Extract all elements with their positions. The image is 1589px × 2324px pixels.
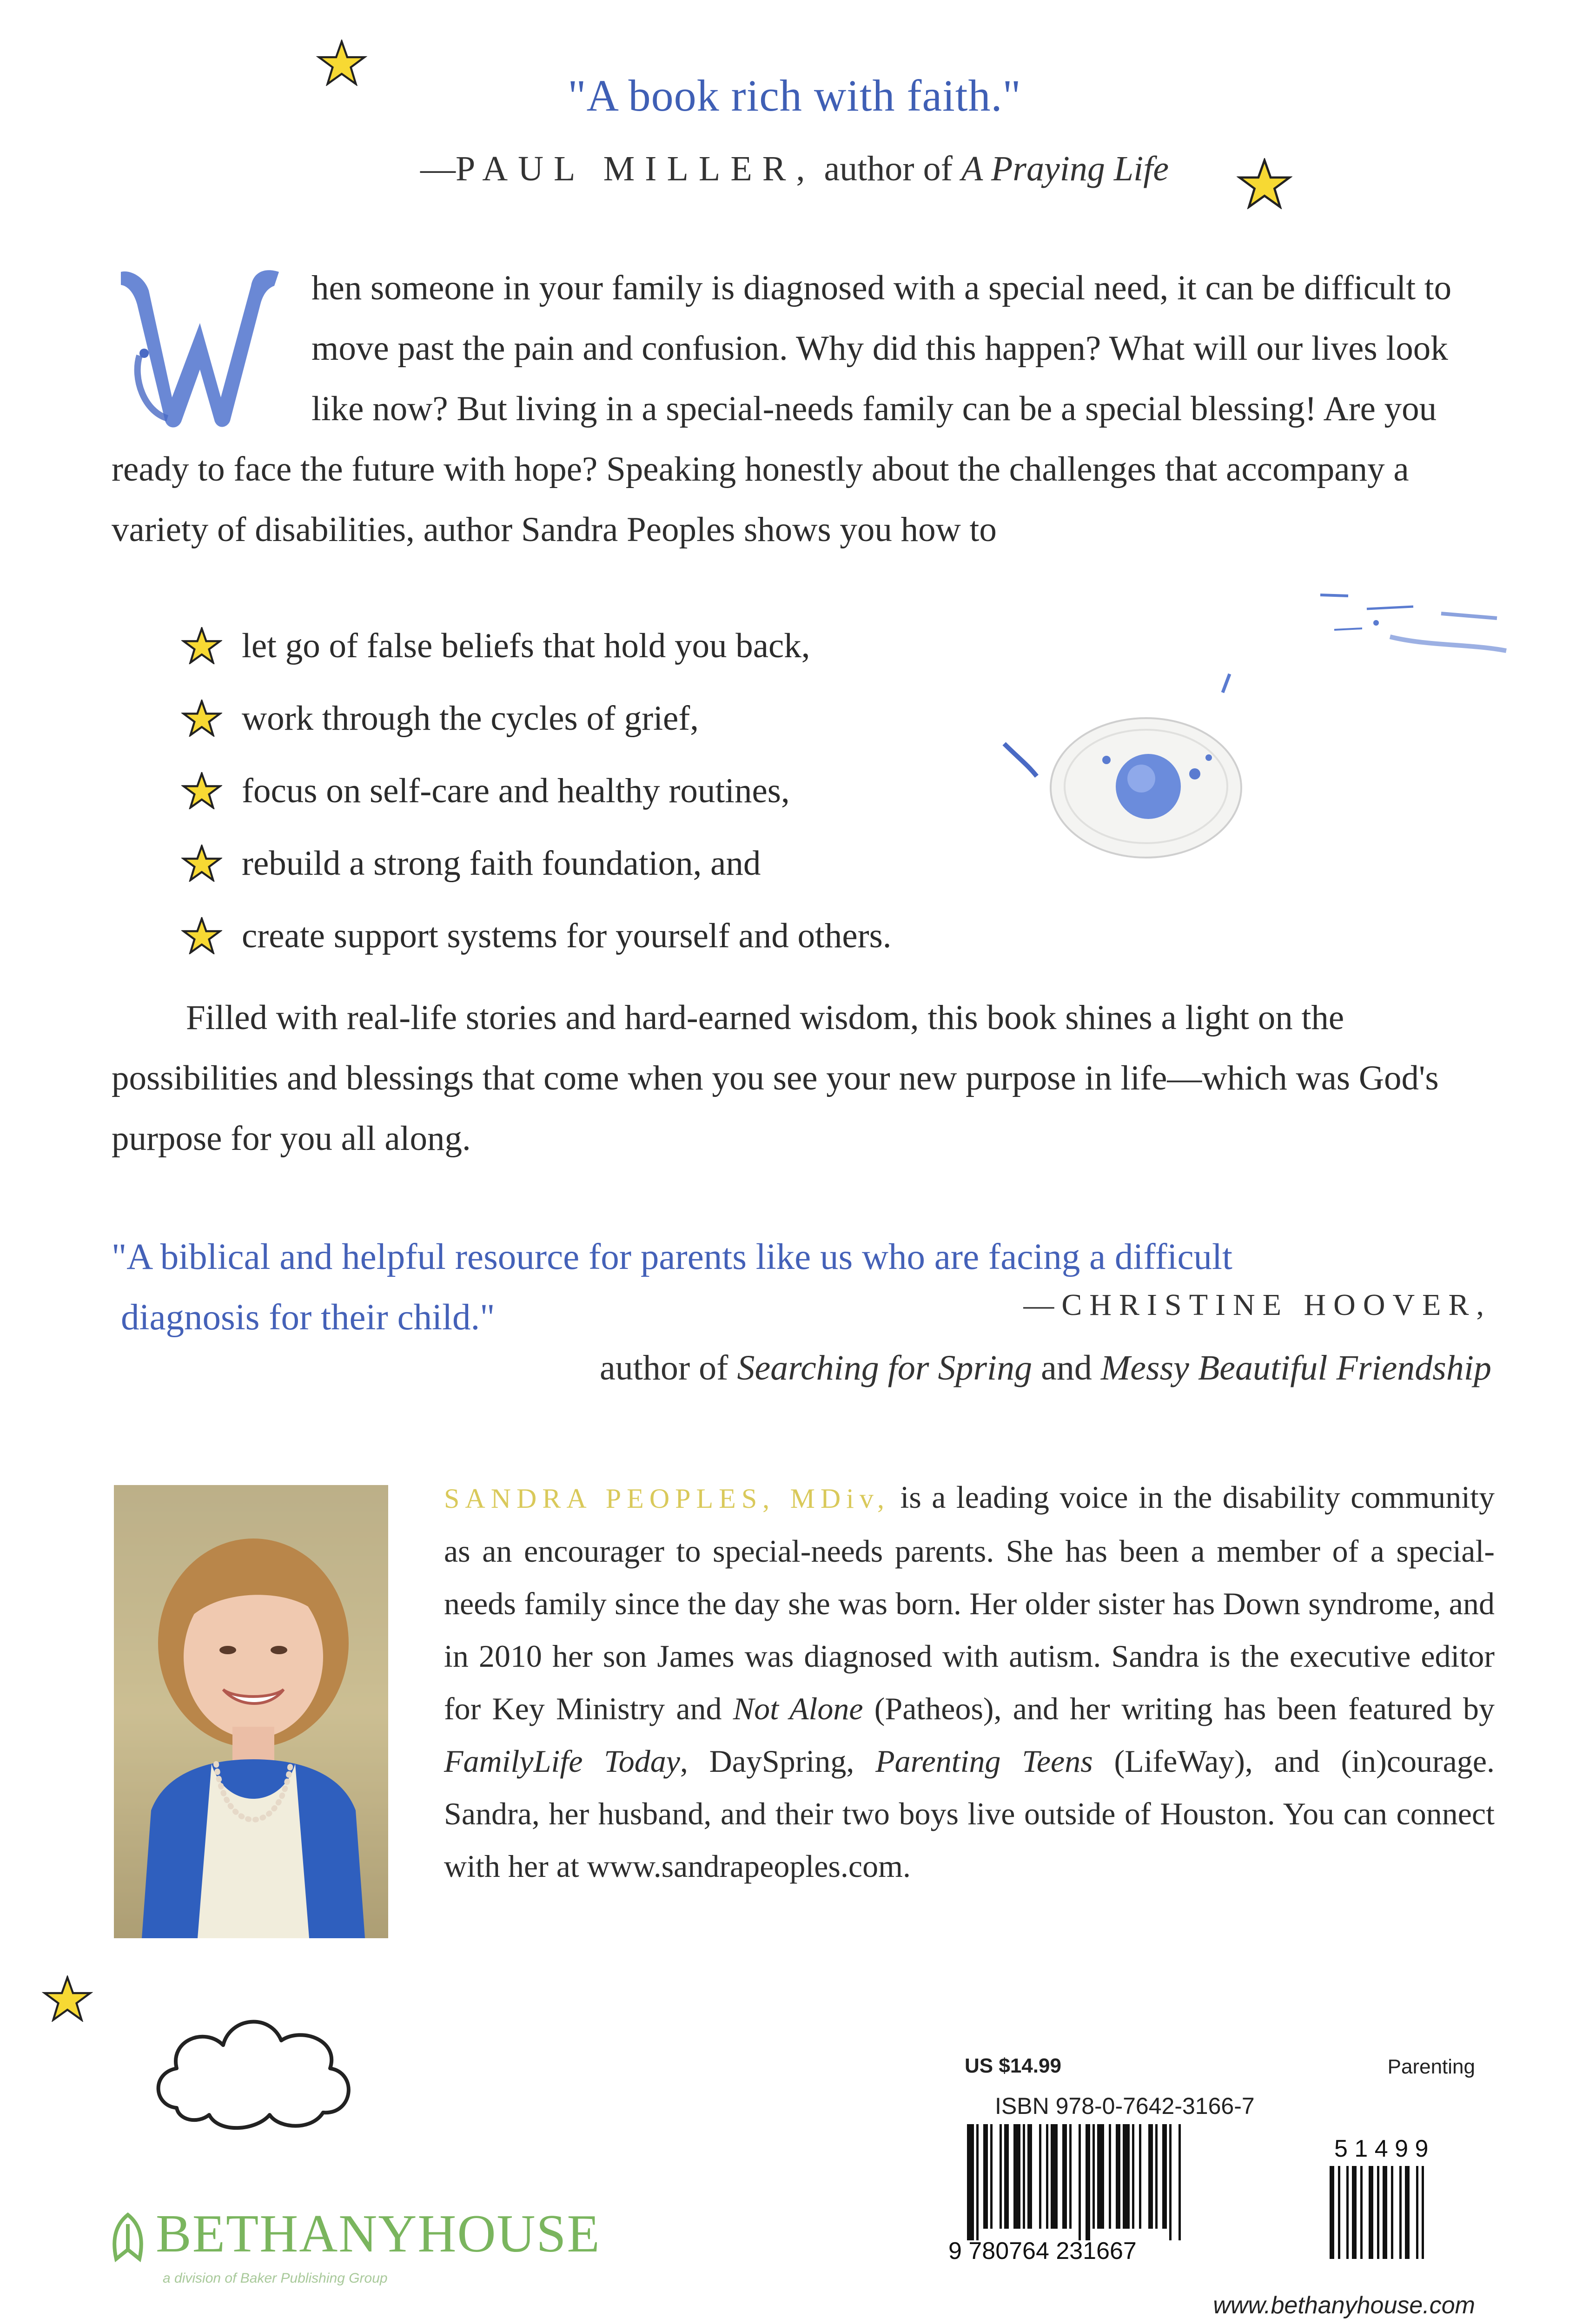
author-publication: FamilyLife Today — [444, 1743, 680, 1779]
barcode-addon-bar — [1399, 2166, 1402, 2259]
barcode-bar — [1004, 2124, 1009, 2229]
endorsement-name: —CHRISTINE HOOVER, — [1023, 1288, 1491, 1322]
drop-cap-w-icon — [112, 258, 298, 435]
author-bio-text: , DaySpring, — [680, 1743, 854, 1779]
barcode-bar — [1162, 2124, 1167, 2229]
barcode-addon-bar — [1405, 2166, 1410, 2259]
star-icon — [181, 845, 222, 882]
isbn: ISBN 978-0-7642-3166-7 — [995, 2093, 1255, 2119]
barcode-bar — [1046, 2124, 1048, 2229]
attribution-book: A Praying Life — [961, 149, 1169, 188]
barcode-bar — [1039, 2124, 1041, 2229]
intro-text: hen someone in your family is diagnosed with a special need, it can be difficult to move past the pain and confusion. Why did this happen? What will our lives look like now? But living in a special-needs family can be a special blessing! Are you ready to face the future with hope? Speaking honestly about the challenges that accompany a variety of disabilities, author Sandra Peoples shows you how to — [112, 269, 1452, 549]
endorsement-and: and — [1041, 1348, 1092, 1387]
barcode-bar — [983, 2124, 988, 2229]
publisher-website: www.bethanyhouse.com — [1213, 2292, 1475, 2319]
attribution-dash: — — [420, 149, 456, 188]
cloud-icon — [144, 1999, 363, 2138]
barcode-bars — [967, 2124, 1181, 2240]
bethany-house-logo-icon — [107, 2212, 149, 2264]
list-item — [181, 833, 1111, 906]
endorsement-book-1: Searching for Spring — [737, 1348, 1033, 1387]
barcode-addon-bar — [1360, 2166, 1363, 2259]
publisher-name: BETHANYHOUSE — [156, 2204, 601, 2263]
author-bio-text: (LifeWay), and (in)courage. Sandra, her husband, and their two boys live outside of Houston. You can connect with her at www.sandrapeoples.com. — [444, 1743, 1495, 1884]
barcode-addon-bar — [1369, 2166, 1373, 2259]
list-item — [181, 616, 1111, 688]
publisher-tagline: a division of Baker Publishing Group — [163, 2271, 388, 2286]
barcode-bar — [1069, 2124, 1072, 2229]
barcode-addon-bar — [1346, 2166, 1349, 2259]
author-name: SANDRA PEOPLES, MDiv, — [444, 1483, 890, 1514]
barcode-addon-bar — [1330, 2166, 1334, 2259]
barcode-addon-bar — [1377, 2166, 1379, 2259]
author-bio-text: (Patheos), and her writing has been featured by — [874, 1691, 1495, 1726]
barcode-addon-bar — [1416, 2166, 1418, 2259]
author-publication: Not Alone — [733, 1691, 863, 1726]
barcode-bar — [1116, 2124, 1120, 2229]
closing-paragraph: Filled with real-life stories and hard-earned wisdom, this book shines a light on the possibilities and blessings that come when you see your new purpose in life—which was God's purpose for you all along. — [112, 998, 1439, 1158]
barcode-bar — [990, 2124, 993, 2229]
endorsement-credit-prefix: author of — [599, 1348, 728, 1387]
author-publication: Parenting Teens — [875, 1743, 1093, 1779]
barcode-bar — [1179, 2124, 1181, 2240]
star-icon — [181, 917, 222, 954]
barcode-bar — [1062, 2124, 1067, 2229]
list-item — [181, 906, 1111, 978]
list-item-text: rebuild a strong faith foundation, and — [242, 844, 761, 883]
barcode-bar — [1123, 2124, 1130, 2229]
list-item — [181, 688, 1111, 761]
barcode-bar — [976, 2124, 979, 2240]
endorsement-line-1: "A biblical and helpful resource for parents like us who are facing a difficult — [112, 1237, 1232, 1277]
button-illustration — [990, 665, 1269, 860]
author-photo — [114, 1485, 388, 1938]
barcode-addon-bar — [1391, 2166, 1393, 2259]
barcode-addon-bar — [1422, 2166, 1424, 2259]
list-item-text: focus on self-care and healthy routines, — [242, 772, 790, 810]
author-bio-text: is a leading voice in the disability community as an encourager to special-needs parents. She has been a member of a special-needs family since the day she was born. Her older sister has Down syndrome, and in 2010 her son James was diagnosed with autism. Sandra is the executive editor for Key Ministry and — [444, 1479, 1495, 1726]
barcode-bar — [1027, 2124, 1032, 2229]
barcode-bar — [1079, 2124, 1081, 2240]
barcode-bar — [1109, 2124, 1111, 2229]
barcode-bar — [1132, 2124, 1134, 2229]
list-item-text: let go of false beliefs that hold you back, — [242, 627, 810, 665]
barcode-bar — [1092, 2124, 1095, 2229]
top-quote: "A book rich with faith." — [568, 71, 1021, 120]
author-bio — [444, 1471, 1495, 1893]
attribution-name: PAUL MILLER, — [455, 149, 815, 188]
top-quote-attribution — [0, 149, 1589, 189]
list-item-text: create support systems for yourself and others. — [242, 917, 892, 955]
price: US $14.99 — [965, 2054, 1061, 2077]
list-item-text: work through the cycles of grief, — [242, 699, 699, 738]
star-icon — [181, 627, 222, 664]
barcode-addon-bars — [1330, 2166, 1424, 2259]
star-icon — [181, 700, 222, 737]
barcode-addon-bar — [1383, 2166, 1387, 2259]
endorsement-line-2: diagnosis for their child." — [121, 1297, 495, 1338]
barcode-bar — [1097, 2124, 1104, 2229]
barcode-addon-digits: 5 1 4 9 9 — [1334, 2135, 1429, 2162]
barcode-bar — [1086, 2124, 1090, 2240]
barcode-bar — [1051, 2124, 1058, 2229]
barcode-bar — [967, 2124, 974, 2240]
barcode-bar — [1000, 2124, 1002, 2229]
barcode-addon-bar — [1338, 2166, 1340, 2259]
barcode-addon-bar — [1352, 2166, 1357, 2259]
barcode-bar — [1148, 2124, 1153, 2229]
star-icon — [42, 1975, 93, 2022]
barcode-bar — [1013, 2124, 1020, 2229]
endorsement-book-2: Messy Beautiful Friendship — [1100, 1348, 1491, 1387]
barcode-bar — [1169, 2124, 1172, 2240]
barcode-bar — [1155, 2124, 1158, 2229]
drop-cap — [112, 258, 311, 439]
barcode — [948, 2124, 1488, 2264]
star-icon — [181, 772, 222, 809]
barcode-bar — [1023, 2124, 1025, 2229]
brush-strokes-decoration — [1274, 586, 1516, 679]
intro-paragraph — [112, 258, 1478, 560]
list-item — [181, 761, 1111, 833]
category: Parenting — [1387, 2055, 1475, 2078]
benefits-list — [181, 616, 1111, 978]
attribution-credit: author of — [824, 149, 953, 188]
barcode-digits: 9 780764 231667 — [948, 2238, 1137, 2264]
endorsement-credit — [600, 1348, 1491, 1388]
barcode-bar — [1139, 2124, 1141, 2229]
